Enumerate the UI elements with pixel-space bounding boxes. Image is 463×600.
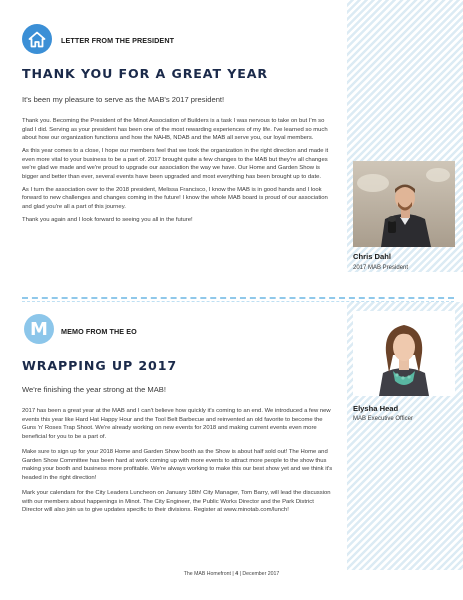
- section-label-letter: LETTER FROM THE PRESIDENT: [61, 36, 175, 45]
- memo-paragraph: Make sure to sign up for your 2018 Home and Garden Show booth as the Show is about half sold out! The Home and Garden Show Committee has been hard at work coming up with more events to attract more people to the show thus making your booth and business more profitable. We're always working to make this our best show yet and we think it's headed in the right direction!: [22, 449, 333, 481]
- memo-body: [22, 407, 336, 522]
- letter-paragraph: Thank you. Becoming the President of the Minot Association of Builders is a task I was nervous to take on but I'm so glad I did. Serving as your president has been one of the most rewarding experiences of my life. I've learned so much about how our organization functions and how the NAHB, NDAB and the MAB all serve you, our loyal members.: [22, 118, 328, 141]
- section-divider: [22, 297, 454, 299]
- president-portrait: [353, 161, 455, 247]
- letter-paragraph: As this year comes to a close, I hope our members feel that we took the organization in the right direction and made it even more vital to your business to be a part of. 2017 brought quite a few changes to the MAB but they're all changes we're glad we made and we're proud to upgrade our association the way we have. Our Home and Garden Show is bigger and better than ever, several events have been upgraded and most everything has been brought up to date.: [22, 148, 329, 180]
- president-title: 2017 MAB President: [353, 265, 409, 271]
- executive-officer-photo: [353, 311, 455, 396]
- letter-paragraph: Thank you again and I look forward to seeing you all in the future!: [22, 216, 193, 223]
- letter-paragraph: As I turn the association over to the 2018 president, Melissa Francisco, I know the MAB is in good hands and I look forward to new challenges and changes coming in the future! I know the whole MAB board is proud of our association and glad you're all a part of this journey.: [22, 186, 328, 210]
- page-footer: [0, 571, 463, 577]
- section-label-memo: MEMO FROM THE EO: [61, 327, 137, 336]
- letter-headline: THANK YOU FOR A GREAT YEAR: [22, 66, 269, 81]
- executive-officer-portrait: [353, 311, 455, 396]
- footer-date: | December 2017: [239, 571, 280, 577]
- letter-lede: It's been my pleasure to serve as the MAB's 2017 president!: [22, 95, 225, 104]
- footer-page-number: 4: [235, 571, 239, 577]
- memo-paragraph: Mark your calendars for the City Leaders Luncheon on January 18th! City Manager, Tom Barry, will lead the discussion with our members about happenings in Minot. The City Engineer, the Public Works Director and the Park District Director will also join us to give updates specific to their divisions. Register at www.minotab.com/lunch!: [22, 490, 331, 513]
- letter-m-icon: M: [24, 314, 54, 344]
- president-name: Chris Dahl: [353, 252, 391, 261]
- letter-body: [22, 117, 336, 229]
- section-divider-secondary: [22, 301, 454, 302]
- memo-lede: We're finishing the year strong at the MAB!: [22, 385, 166, 394]
- memo-headline: WRAPPING UP 2017: [22, 358, 178, 373]
- house-icon: [22, 24, 52, 54]
- executive-officer-title: MAB Executive Officer: [353, 416, 413, 422]
- memo-paragraph: 2017 has been a great year at the MAB and I can't believe how quickly it's coming to an end. We introduced a few new events this year like Hard Hat Happy Hour and the Tool Belt Barbecue and reinvented an old favorite to become the Guns 'n' Roses Trap Shoot. We're already working on new events for 2018 and making current events even more beneficial for you to be a part of.: [22, 408, 331, 440]
- president-photo: [353, 161, 455, 247]
- executive-officer-name: Elysha Head: [353, 404, 399, 413]
- footer-publication: The MAB Homefront |: [183, 571, 234, 577]
- house-glyph: [28, 31, 46, 48]
